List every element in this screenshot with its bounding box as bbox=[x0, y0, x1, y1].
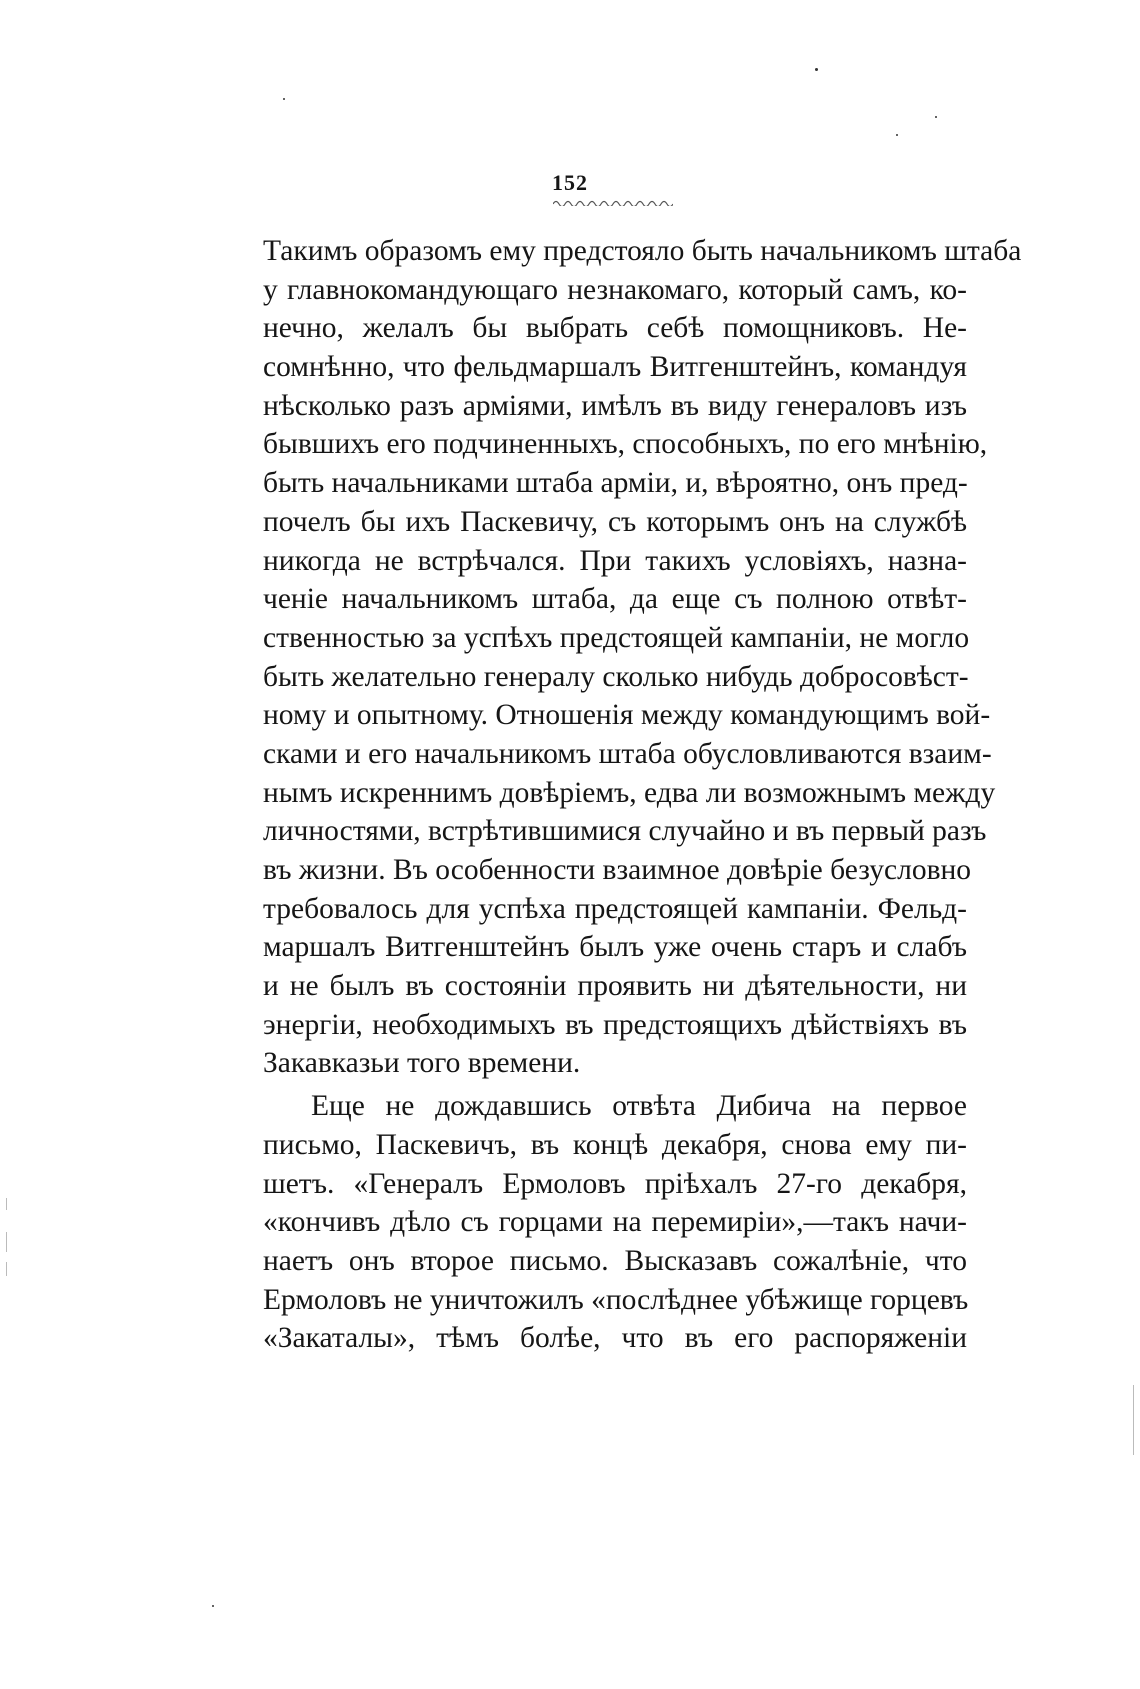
speck bbox=[815, 68, 818, 71]
text-line: въ жизни. Въ особенности взаимное довѣріе безусловно bbox=[263, 854, 972, 886]
paragraph-2 bbox=[263, 1087, 967, 1358]
text-line: Еще не дождавшись отвѣта Дибича на первое bbox=[311, 1090, 967, 1123]
ornament-squiggle-icon bbox=[553, 198, 673, 206]
text-line: шетъ. «Генералъ Ермоловъ пріѣхалъ 27-го декабря, bbox=[263, 1167, 967, 1200]
text-line: быть начальниками штаба арміи, и, вѣроятно, онъ пред- bbox=[263, 467, 968, 500]
text-line: наетъ онъ второе письмо. Высказавъ сожалѣніе, что bbox=[263, 1244, 967, 1277]
text-line: у главнокомандующаго незнакомаго, который самъ, ко- bbox=[263, 273, 967, 306]
speck bbox=[896, 134, 898, 136]
text-line: ственностью за успѣхъ предстоящей кампаніи, не могло bbox=[263, 621, 970, 654]
page-number: 152 bbox=[552, 170, 588, 195]
text-line: никогда не встрѣчался. При такихъ условіяхъ, назна- bbox=[263, 544, 967, 577]
text-line: ченіе начальникомъ штаба, да еще съ полною отвѣт- bbox=[263, 583, 967, 616]
body-text bbox=[263, 232, 1022, 1358]
text-line: Такимъ образомъ ему предстояло быть начальникомъ штаба bbox=[263, 235, 1022, 267]
text-line: требовалось для успѣха предстоящей кампаніи. Фельд- bbox=[263, 892, 967, 925]
text-line: нѣсколько разъ арміями, имѣлъ въ виду генераловъ изъ bbox=[263, 389, 967, 422]
text-line: бывшихъ его подчиненныхъ, способныхъ, по его мнѣнію, bbox=[263, 428, 988, 461]
scan-edge-mark bbox=[6, 1232, 7, 1252]
text-line: нымъ искреннимъ довѣріемъ, едва ли возможнымъ между bbox=[263, 776, 996, 809]
text-line: личностями, встрѣтившимися случайно и въ первый разъ bbox=[263, 815, 987, 848]
speck bbox=[283, 98, 285, 100]
text-line: и не былъ въ состояніи проявить ни дѣятельности, ни bbox=[263, 970, 967, 1003]
text-line: нечно, желалъ бы выбрать себѣ помощниковъ. Не- bbox=[263, 312, 967, 345]
paragraph-1 bbox=[263, 232, 1022, 1083]
scan-edge-mark bbox=[6, 1262, 7, 1276]
speck bbox=[935, 116, 937, 118]
text-line: почелъ бы ихъ Паскевичу, съ которымъ онъ на службѣ bbox=[263, 505, 967, 538]
scan-edge-mark bbox=[6, 1198, 7, 1210]
text-line: Закавказьи того времени. bbox=[263, 1047, 581, 1080]
text-line: ному и опытному. Отношенія между командующимъ вой- bbox=[263, 699, 991, 732]
text-line: энергіи, необходимыхъ въ предстоящихъ дѣйствіяхъ въ bbox=[263, 1008, 967, 1041]
text-line: Ермоловъ не уничтожилъ «послѣднее убѣжище горцевъ bbox=[263, 1283, 969, 1316]
text-line: маршалъ Витгенштейнъ былъ уже очень старъ и слабъ bbox=[263, 931, 967, 964]
page-number-ornament bbox=[553, 198, 673, 206]
text-line: сками и его начальникомъ штаба обусловливаются взаим- bbox=[263, 737, 992, 770]
scan-edge-mark bbox=[1133, 1385, 1134, 1455]
text-line: письмо, Паскевичъ, въ концѣ декабря, снова ему пи- bbox=[263, 1128, 967, 1161]
text-line: «кончивъ дѣло съ горцами на перемиріи»,—такъ начи- bbox=[263, 1206, 967, 1239]
text-line: сомнѣнно, что фельдмаршалъ Витгенштейнъ, командуя bbox=[263, 351, 967, 384]
text-line: «Закаталы», тѣмъ болѣе, что въ его распоряженіи bbox=[263, 1322, 967, 1355]
speck bbox=[212, 1605, 214, 1607]
text-line: быть желательно генералу сколько нибудь добросовѣст- bbox=[263, 660, 969, 693]
